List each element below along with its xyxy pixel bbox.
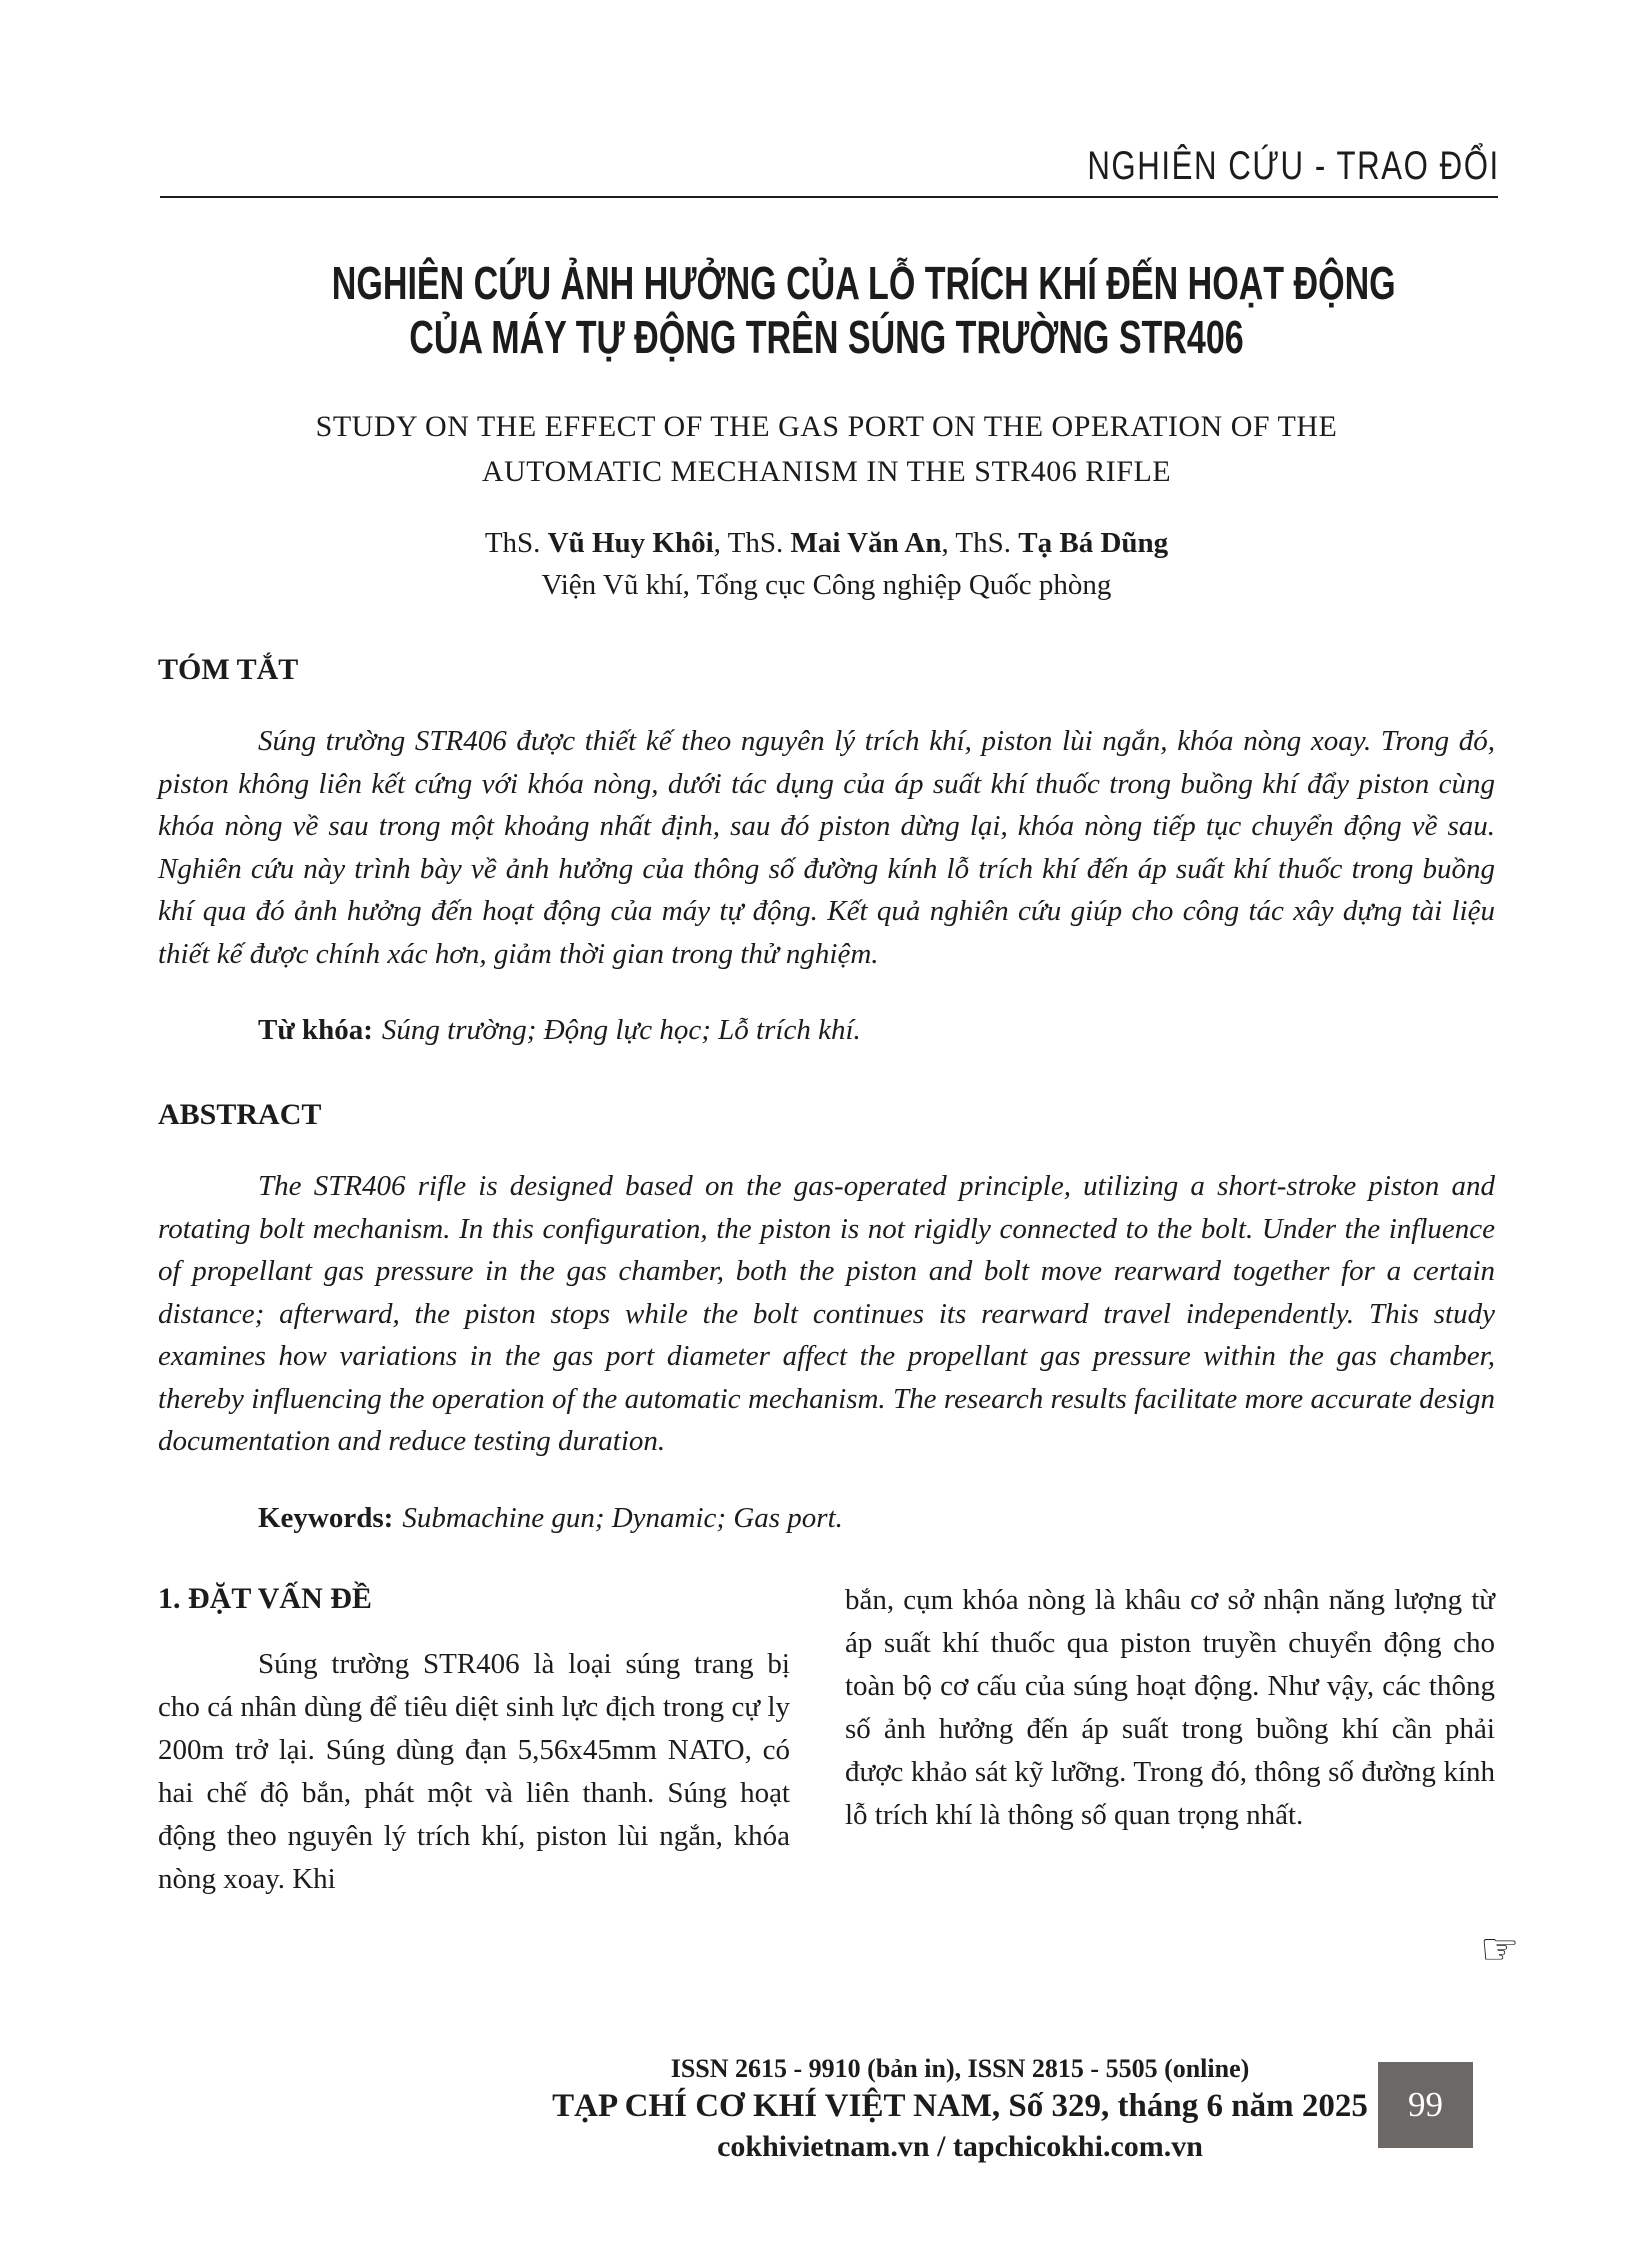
author-prefix-2: , ThS.	[713, 527, 791, 559]
header-rule	[160, 196, 1498, 198]
authors-line	[158, 522, 1495, 564]
affiliation: Viện Vũ khí, Tổng cục Công nghiệp Quốc phòng	[541, 569, 1112, 601]
author-name-2: Mai Văn An	[790, 527, 942, 559]
footer-journal-title: TẠP CHÍ CƠ KHÍ VIỆT NAM, Số 329, tháng 6 năm 2025	[552, 2088, 1368, 2124]
footer-issn: ISSN 2615 - 9910 (bản in), ISSN 2815 - 5505 (online)	[670, 2054, 1250, 2083]
keywords-vi-line	[158, 1009, 1495, 1051]
keywords-en-text: Submachine gun; Dynamic; Gas port.	[402, 1501, 843, 1534]
title-en-line1: STUDY ON THE EFFECT OF THE GAS PORT ON THE OPERATION OF THE	[315, 410, 1338, 443]
title-vi-line1: NGHIÊN CỨU ẢNH HƯỞNG CỦA LỖ TRÍCH KHÍ ĐẾN HOẠT ĐỘNG	[331, 257, 1396, 309]
article-title-en	[158, 404, 1495, 494]
abstract-vi-paragraph: Súng trường STR406 được thiết kế theo nguyên lý trích khí, piston lùi ngắn, khóa nòng xoay. Trong đó, piston không liên kết cứng với khóa nòng, dưới tác dụng của áp suất khí thuốc trong buồng khí đẩy piston cùng khóa nòng về sau trong một khoảng nhất định, sau đó piston dừng lại, khóa nòng tiếp tục chuyển động về sau. Nghiên cứu này trình bày về ảnh hưởng của thông số đường kính lỗ trích khí đến áp suất khí thuốc trong buồng khí qua đó ảnh hưởng đến hoạt động của máy tự động. Kết quả nghiên cứu giúp cho công tác xây dựng tài liệu thiết kế được chính xác hơn, giảm thời gian trong thử nghiệm.	[158, 725, 1495, 970]
pointing-hand-icon: ☞	[1480, 1924, 1520, 1975]
author-prefix-1: ThS.	[484, 527, 548, 559]
author-prefix-3: , ThS.	[941, 527, 1019, 559]
section-1-heading: 1. ĐẶT VẤN ĐỀ	[158, 1581, 372, 1615]
abstract-heading: ABSTRACT	[158, 1098, 322, 1131]
title-en-line2: AUTOMATIC MECHANISM IN THE STR406 RIFLE	[481, 455, 1172, 488]
section-1-column-left	[158, 1579, 790, 1901]
keywords-vi-text: Súng trường; Động lực học; Lỗ trích khí.	[381, 1014, 861, 1046]
section-1-column-right	[845, 1579, 1495, 1901]
keywords-en-label: Keywords:	[258, 1501, 394, 1534]
section-1	[158, 1579, 1495, 1901]
section-1-text-left: Súng trường STR406 là loại súng trang bị cho cá nhân dùng để tiêu diệt sinh lực địch trong cự ly 200m trở lại. Súng dùng đạn 5,56x45mm NATO, có hai chế độ bắn, phát một và liên thanh. Súng hoạt động theo nguyên lý trích khí, piston lùi ngắn, khóa nòng xoay. Khi	[158, 1647, 790, 1895]
page-number-badge: 99	[1378, 2062, 1473, 2148]
article-title-vi	[331, 256, 1396, 364]
section-1-text-right: bắn, cụm khóa nòng là khâu cơ sở nhận năng lượng từ áp suất khí thuốc qua piston truyền chuyển động cho toàn bộ cơ cấu của súng hoạt động. Như vậy, các thông số ảnh hưởng đến áp suất trong buồng khí cần phải được khảo sát kỹ lưỡng. Trong đó, thông số đường kính lỗ trích khí là thông số quan trọng nhất.	[845, 1583, 1495, 1831]
keywords-en-line	[158, 1497, 1495, 1539]
keywords-vi-label: Từ khóa:	[258, 1014, 373, 1046]
tomtat-heading: TÓM TẮT	[158, 653, 299, 686]
running-head: NGHIÊN CỨU - TRAO ĐỔI	[1087, 144, 1500, 188]
title-vi-line2: CỦA MÁY TỰ ĐỘNG TRÊN SÚNG TRƯỜNG STR406	[409, 311, 1244, 363]
author-name-1: Vũ Huy Khôi	[547, 527, 714, 559]
abstract-en-paragraph: The STR406 rifle is designed based on the gas-operated principle, utilizing a short-stroke piston and rotating bolt mechanism. In this configuration, the piston is not rigidly connected to the bolt. Under the influence of propellant gas pressure in the gas chamber, both the piston and bolt move rearward together for a certain distance; afterward, the piston stops while the bolt continues its rearward travel independently. This study examines how variations in the gas port diameter affect the propellant gas pressure within the gas chamber, thereby influencing the operation of the automatic mechanism. The research results facilitate more accurate design documentation and reduce testing duration.	[158, 1170, 1495, 1457]
footer-websites: cokhivietnam.vn / tapchicokhi.com.vn	[717, 2130, 1203, 2163]
author-name-3: Tạ Bá Dũng	[1018, 527, 1169, 559]
footer	[425, 2052, 1495, 2167]
